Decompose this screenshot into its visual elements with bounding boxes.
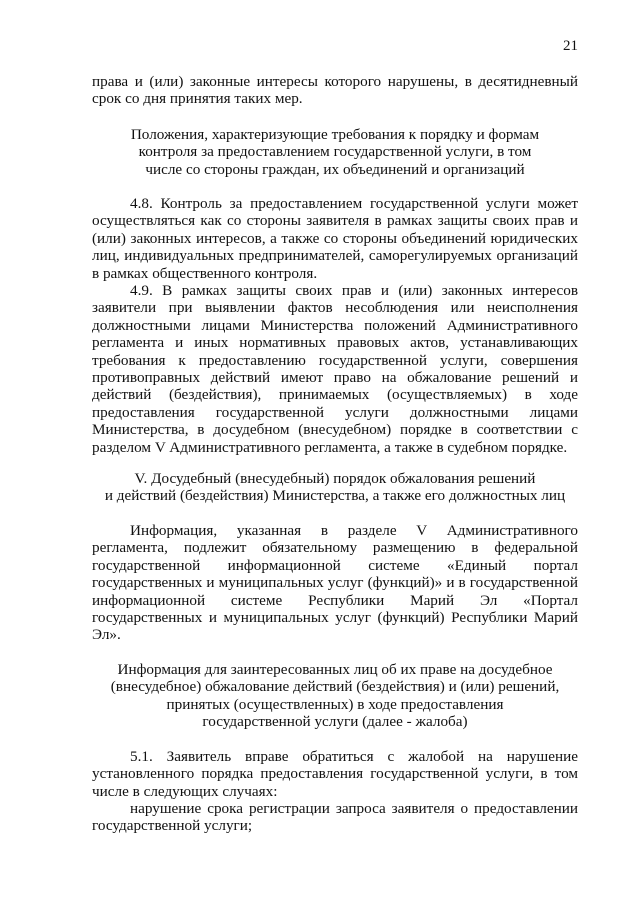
page-number: 21 — [563, 38, 578, 54]
heading-line: V. Досудебный (внесудебный) порядок обжалования решений — [134, 470, 536, 487]
heading-line: государственной услуги (далее - жалоба) — [202, 713, 468, 731]
paragraph-text: права и (или) законные интересы которого нарушены, в десятидневный срок со дня принятия таких мер. — [92, 73, 578, 108]
section-heading-appeal — [92, 470, 578, 505]
paragraph-continuation — [92, 73, 578, 108]
paragraph-text: Информация, указанная в разделе V Административного регламента, подлежит обязательному размещению в федеральной государственной информационной системе «Единый портал государственных и муниципальных услуг (функций)» и в государственной информационной системе Республики Марий Эл «Портал государственных и муниципальных услуг (функций) Республики Марий Эл». — [92, 522, 578, 644]
paragraph-4-9 — [92, 282, 578, 456]
paragraph-4-8 — [92, 195, 578, 282]
heading-line: принятых (осуществленных) в ходе предоставления — [166, 695, 504, 713]
paragraph-text: нарушение срока регистрации запроса заявителя о предоставлении государственной услуги; — [92, 800, 578, 835]
paragraph-5-1-item — [92, 800, 578, 835]
section-heading-control — [92, 126, 578, 178]
heading-line: Информация для заинтересованных лиц об их праве на досудебное — [117, 661, 553, 678]
section-heading-complaint-info — [92, 661, 578, 731]
heading-line: и действий (бездействия) Министерства, а также его должностных лиц — [104, 487, 566, 505]
paragraph-text: 4.9. В рамках защиты своих прав и (или) законных интересов заявители при выявлении фактов несоблюдения или неисполнения должностными лицами Министерства положений Административного регламента и иных нормативных правовых актов, устанавливающих требования к предоставлению государственной услуги, совершения противоправных действий имеют право на обжалование решений и действий (бездействия), принимаемых (осуществляемых) в ходе предоставления государственной услуги должностными лицами Министерства, в досудебном (внесудебном) порядке в соответствии с разделом V Административного регламента, а также в судебном порядке. — [92, 282, 578, 456]
paragraph-text: 5.1. Заявитель вправе обратиться с жалобой на нарушение установленного порядка предоставления государственной услуги, в том числе в следующих случаях: — [92, 748, 578, 800]
paragraph-text: 4.8. Контроль за предоставлением государственной услуги может осуществляться как со стороны заявителя в рамках защиты своих прав и (или) законных интересов, а также со стороны объединений юридических лиц, индивидуальных предпринимателей, саморегулируемых организаций в рамках общественного контроля. — [92, 195, 578, 282]
heading-line: числе со стороны граждан, их объединений и организаций — [145, 160, 525, 178]
paragraph-5-1 — [92, 748, 578, 800]
paragraph-information — [92, 522, 578, 644]
heading-line: контроля за предоставлением государственной услуги, в том — [138, 143, 532, 161]
heading-line: Положения, характеризующие требования к порядку и формам — [130, 126, 540, 143]
heading-line: (внесудебное) обжалование действий (бездействия) и (или) решений, — [110, 678, 560, 696]
